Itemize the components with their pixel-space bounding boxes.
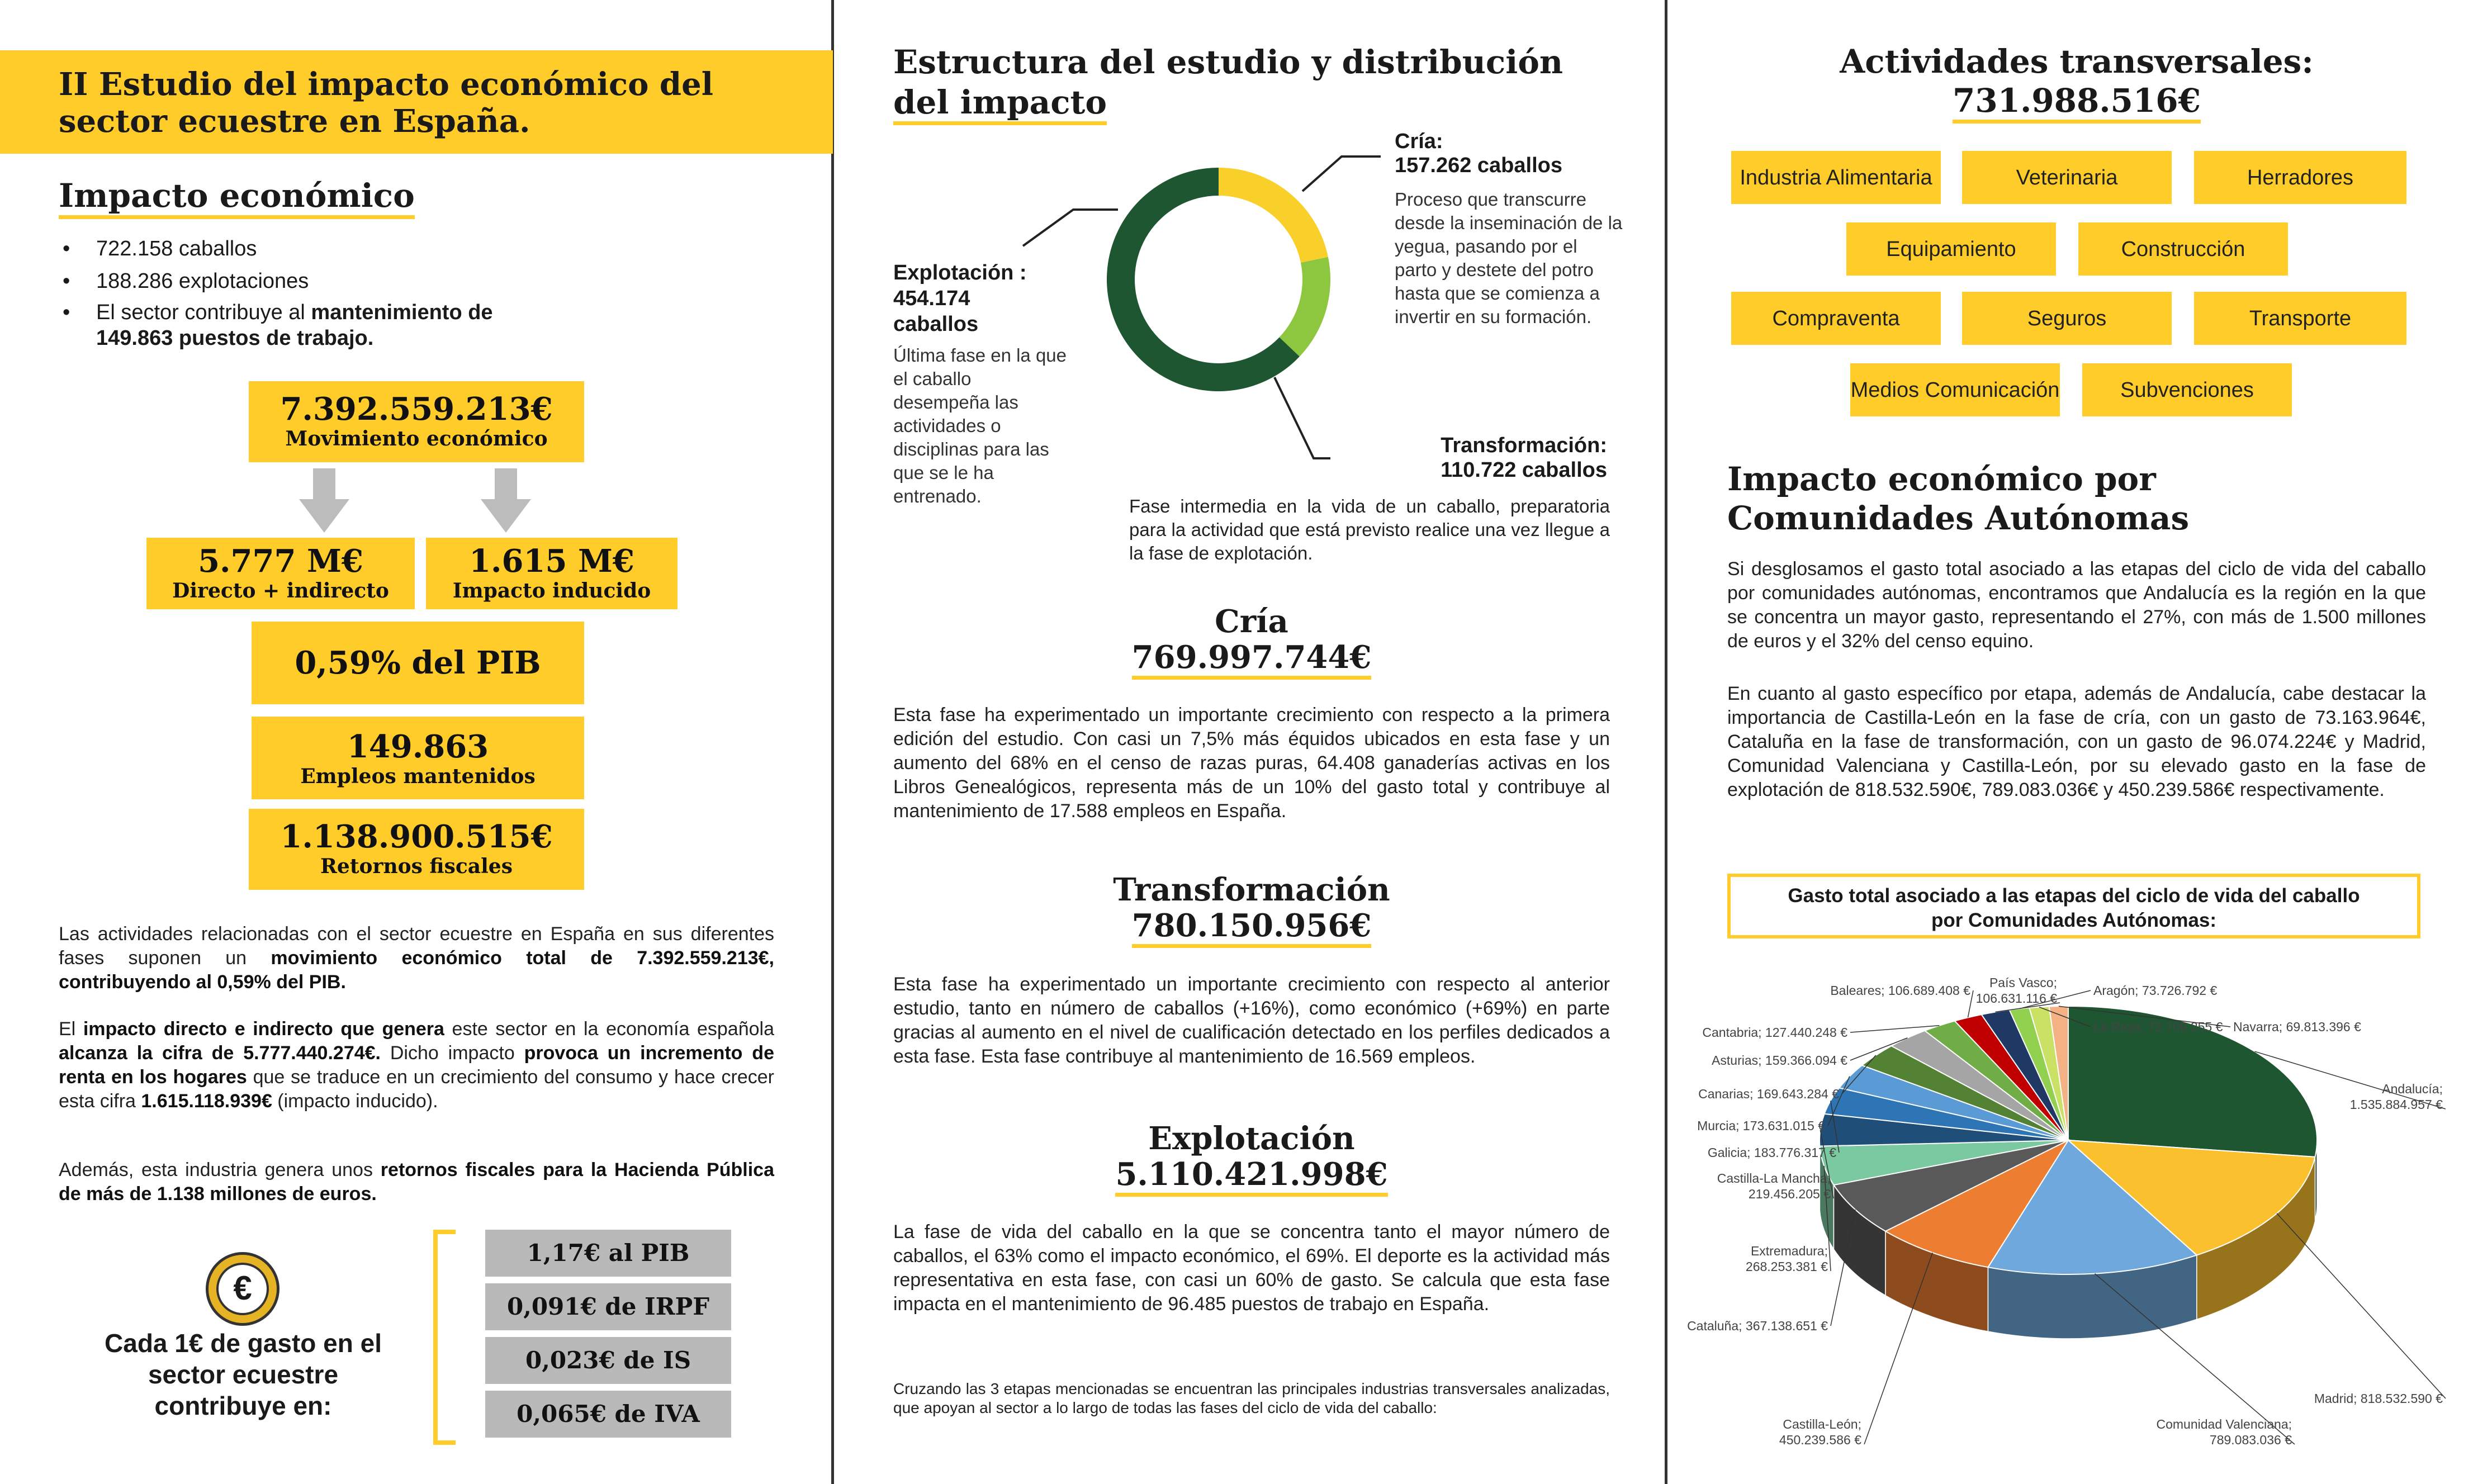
pie-label: Cantabria; 127.440.248 € xyxy=(1702,1025,1847,1040)
tag-subvenciones: Subvenciones xyxy=(2082,363,2292,416)
bracket xyxy=(433,1230,456,1445)
pie-label: Asturias; 159.366.094 € xyxy=(1712,1053,1847,1068)
ccaa-title: Impacto económico por Comunidades Autónomas xyxy=(1727,460,2190,537)
pie-label: Canarias; 169.643.284 € xyxy=(1698,1087,1839,1101)
pie-label: Comunidad Valenciana; 789.083.036 € xyxy=(2156,1417,2292,1447)
chart-title-box: Gasto total asociado a las etapas del ciclo de vida del caballo por Comunidades Autónomas: xyxy=(1727,874,2420,938)
arrow-down-icon xyxy=(478,468,534,535)
transversal-title: Actividades transversales: 731.988.516€ xyxy=(1727,42,2426,120)
tag-medios-comunicacion: Medios Comunicación xyxy=(1850,363,2060,416)
pie-label: Murcia; 173.631.015 € xyxy=(1697,1118,1825,1133)
transformacion-section-title: Transformación 780.150.956€ xyxy=(893,872,1610,943)
pie-label: Baleares; 106.689.408 € xyxy=(1830,983,1970,998)
pie-label: Madrid; 818.532.590 € xyxy=(2314,1391,2443,1406)
contrib-pib: 1,17€ al PIB xyxy=(485,1230,731,1277)
explotacion-callout: Explotación : 454.174 caballos Última fase en la que el caballo desempeña las actividades o disciplinas para las que se le ha entrenado. xyxy=(893,261,1067,506)
paragraph-movement: Las actividades relacionadas con el sector ecuestre en España en sus diferentes fases suponen un movimiento económico total de 7.392.559.213€, contribuyendo al 0,59% del PIB. xyxy=(59,923,774,993)
pie-label: Castilla-La Mancha; 219.456.205 € xyxy=(1717,1171,1831,1201)
explotacion-section-title: Explotación 5.110.421.998€ xyxy=(893,1121,1610,1192)
tag-construccion: Construcción xyxy=(2078,222,2288,276)
tag-equipamiento: Equipamiento xyxy=(1846,222,2056,276)
jobs-box: 149.863 Empleos mantenidos xyxy=(252,717,584,799)
bullet-jobs: • El sector contribuye al mantenimiento de 149.863 puestos de trabajo. xyxy=(96,300,555,351)
pie-label: Extremadura; 268.253.381 € xyxy=(1745,1244,1828,1274)
direct-impact-box: 5.777 M€ Directo + indirecto xyxy=(146,538,415,609)
ccaa-pie-chart xyxy=(1687,950,2454,1453)
transformacion-desc: Fase intermedia en la vida de un caballo, preparatoria para la actividad que está previsto realice una vez llegue a la fase de explotación. xyxy=(1129,496,1610,563)
pie-label: País Vasco; 106.631.116 € xyxy=(1975,975,2057,1006)
ccaa-paragraph-2: En cuanto al gasto específico por etapa, además de Andalucía, cabe destacar la importancia de Castilla-León en la fase de cría, con un gasto de 73.163.964€, Cataluña en la fase de transformación, con un gasto de 96.074.224€ y Madrid, Comunidad Valenciana y Castilla-León, por su elevado gasto en la fase de explotación de 818.532.590€, 789.083.036€ y 450.239.586€ respectivamente. xyxy=(1727,683,2426,800)
column-divider xyxy=(1665,0,1667,1484)
pie-label: Cataluña; 367.138.651 € xyxy=(1687,1319,1828,1333)
contrib-is: 0,023€ de IS xyxy=(485,1337,731,1384)
tax-return-box: 1.138.900.515€ Retornos fiscales xyxy=(249,809,584,890)
cria-section-text: Esta fase ha experimentado un importante crecimiento con respecto a la primera edición del estudio. Con casi un 7,5% más équidos ubicados en esta fase y un aumento del 68% en el censo de razas puras, 64.408 ganaderías activas en los Libros Genealógicos, representa más de un 10% del gasto total y contribuye al mantenimiento de 17.588 empleos en España. xyxy=(893,704,1610,822)
contrib-iva: 0,065€ de IVA xyxy=(485,1391,731,1438)
impact-heading: Impacto económico xyxy=(59,176,415,219)
structure-title: Estructura del estudio y distribución del impacto xyxy=(893,42,1563,122)
economic-movement-box: 7.392.559.213€ Movimiento económico xyxy=(249,381,584,462)
pie-leader-line xyxy=(2277,1213,2446,1398)
title-banner xyxy=(0,50,833,154)
transversal-intro-text: Cruzando las 3 etapas mencionadas se encuentran las principales industrias transversales analizadas, que apoyan al sector a lo largo de todas las fases del ciclo de vida del caballo: xyxy=(893,1380,1610,1416)
pie-label: Navarra; 69.813.396 € xyxy=(2233,1020,2361,1034)
transformacion-section-text: Esta fase ha experimentado un importante crecimiento con respecto al anterior estudio, tanto en número de caballos (+16%), como económico (+69%) en parte gracias al aumento en el nivel de cualificación detectado en los perfiles dedicados a esta fase. Esta fase contribuye al mantenimiento de 16.569 empleos. xyxy=(893,974,1610,1067)
tag-veterinaria: Veterinaria xyxy=(1962,151,2172,204)
bullet-horses: • 722.158 caballos xyxy=(96,236,257,262)
page-title: II Estudio del impacto económico del sector ecuestre en España. xyxy=(59,66,713,140)
pie-label: Castilla-León; 450.239.586 € xyxy=(1779,1417,1861,1447)
paragraph-tax-returns: Además, esta industria genera unos retornos fiscales para la Hacienda Pública de más de 1.138 millones de euros. xyxy=(59,1159,774,1205)
pib-box: 0,59% del PIB xyxy=(252,622,584,704)
ccaa-paragraph-1: Si desglosamos el gasto total asociado a las etapas del ciclo de vida del caballo por comunidades autónomas, encontramos que Andalucía es la región en la que se concentra un mayor gasto, representando el 27%, con más de 1.500 millones de euros y el 32% del censo equino. xyxy=(1727,558,2426,652)
tag-industria-alimentaria: Industria Alimentaria xyxy=(1731,151,1941,204)
euro-symbol: € xyxy=(216,1263,269,1315)
induced-impact-box: 1.615 M€ Impacto inducido xyxy=(426,538,677,609)
column-divider xyxy=(831,0,834,1484)
pie-label: La Rioja; 72.709.255 € xyxy=(2093,1020,2223,1034)
contribution-caption: Cada 1€ de gasto en el sector ecuestre contribuye en: xyxy=(105,1329,382,1420)
arrow-down-icon xyxy=(296,468,352,535)
transformacion-callout: Transformación: 110.722 caballos xyxy=(1441,434,1607,482)
pie-label: Andalucía; 1.535.884.957 € xyxy=(2349,1082,2443,1112)
pie-label: Aragón; 73.726.792 € xyxy=(2093,983,2218,998)
pie-label: Galicia; 183.776.317 € xyxy=(1707,1145,1836,1160)
bullet-farms: • 188.286 explotaciones xyxy=(96,268,309,294)
explotacion-section-text: La fase de vida del caballo en la que se concentra tanto el mayor número de caballos, el 63% como el impacto económico, el 69%. El deporte es la actividad más representativa en esta fase, con casi un 60% de gasto. Se calcula que esta fase impacta en el mantenimiento de 96.485 puestos de trabajo en España. xyxy=(893,1221,1610,1315)
paragraph-direct-impact: El impacto directo e indirecto que genera este sector en la economía española alcanza la cifra de 5.777.440.274€. Dicho impacto provoca un incremento de renta en los hogares que se traduce en un crecimiento del consumo y hace crecer esta cifra 1.615.118.939€ (impacto inducido). xyxy=(59,1018,775,1112)
tag-seguros: Seguros xyxy=(1962,292,2172,345)
cria-section-title: Cría 769.997.744€ xyxy=(893,604,1610,675)
tag-transporte: Transporte xyxy=(2194,292,2406,345)
tag-compraventa: Compraventa xyxy=(1731,292,1941,345)
cria-callout: Cría: 157.262 caballos Proceso que transcurre desde la inseminación de la yegua, pasando por el parto y destete del potro hasta que se comienza a invertir en su formación. xyxy=(1395,130,1623,327)
tag-herradores: Herradores xyxy=(2194,151,2406,204)
euro-coin-icon xyxy=(206,1252,279,1326)
contrib-irpf: 0,091€ de IRPF xyxy=(485,1283,731,1330)
